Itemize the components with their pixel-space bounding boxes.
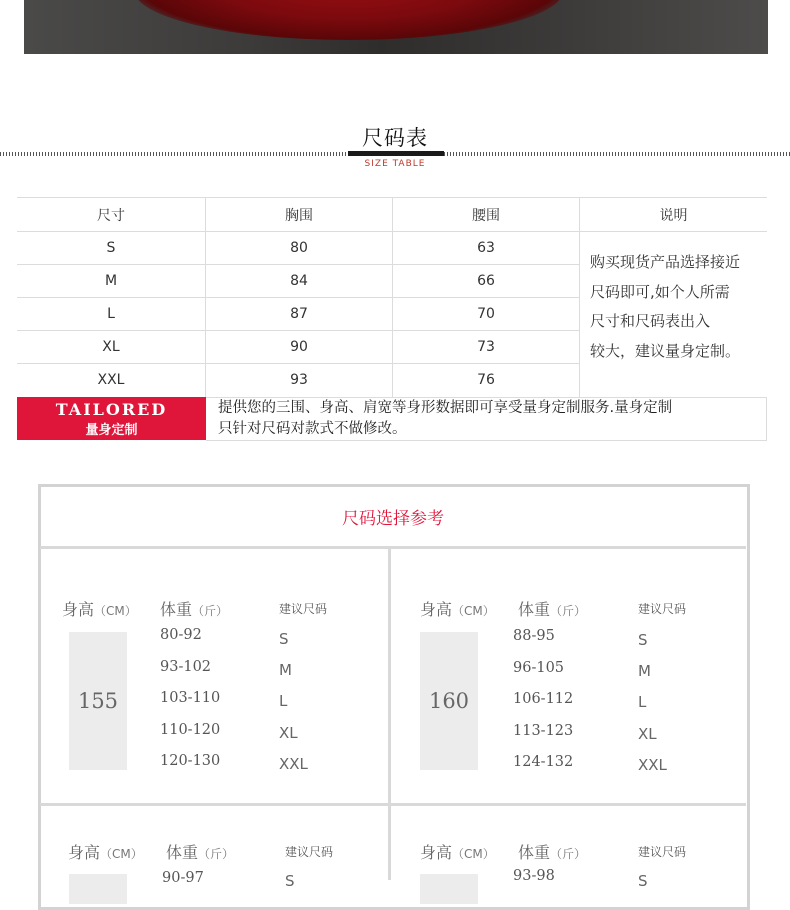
- weight-range: 93-102: [160, 659, 212, 675]
- height-value: 155: [69, 632, 127, 770]
- table-header-size: 尺寸: [97, 207, 125, 224]
- size-note: [590, 248, 762, 366]
- size-reference-title: 尺码选择参考: [342, 508, 444, 529]
- table-cell-size: XL: [102, 339, 120, 355]
- weight-range: 80-92: [160, 627, 202, 643]
- table-cell-bust: 93: [290, 372, 308, 388]
- weight-range: 120-130: [160, 753, 221, 769]
- weight-range: 106-112: [513, 691, 574, 707]
- table-cell-waist: 63: [477, 240, 495, 256]
- size-label: 建议尺码: [638, 602, 687, 616]
- suggested-size: M: [638, 662, 651, 680]
- weight-range: 93-98: [513, 868, 555, 884]
- weight-range: 96-105: [513, 660, 565, 676]
- size-note-line: 购买现货产品选择接近: [590, 253, 741, 271]
- height-value: [69, 874, 127, 904]
- size-note-line: 尺码即可,如个人所需: [590, 282, 730, 301]
- table-header-waist: 腰围: [472, 207, 500, 224]
- table-cell-size: XXL: [97, 372, 125, 388]
- weight-range: 88-95: [513, 628, 555, 644]
- table-cell-waist: 76: [477, 372, 495, 388]
- tailored-description: [218, 398, 758, 440]
- size-label: 建议尺码: [638, 845, 687, 859]
- weight-range: 110-120: [160, 722, 221, 738]
- weight-label: 体重（斤）: [166, 843, 235, 862]
- tailored-description-line: 只针对尺码对款式不做修改。: [218, 421, 407, 437]
- section-title: 尺码表: [362, 126, 428, 150]
- weight-range: 124-132: [513, 754, 574, 770]
- size-note-line: 较大，建议量身定制。: [590, 341, 741, 360]
- suggested-size: XXL: [638, 756, 667, 774]
- height-label: 身高（CM）: [62, 600, 137, 619]
- table-cell-bust: 84: [290, 273, 308, 289]
- suggested-size: M: [279, 661, 292, 679]
- heading-accent-bar: [348, 151, 444, 156]
- table-header-bust: 胸围: [285, 207, 313, 224]
- suggested-size: XL: [638, 725, 657, 743]
- weight-label: 体重（斤）: [518, 843, 587, 862]
- suggested-size: S: [638, 631, 648, 649]
- table-cell-waist: 73: [477, 339, 495, 355]
- weight-label: 体重（斤）: [160, 600, 229, 619]
- height-label: 身高（CM）: [68, 843, 143, 862]
- table-cell-size: L: [107, 306, 115, 322]
- size-label: 建议尺码: [285, 845, 334, 859]
- weight-range: 113-123: [513, 723, 574, 739]
- size-note-line: 尺寸和尺码表出入: [590, 312, 711, 330]
- weight-range: 90-97: [162, 870, 204, 886]
- table-cell-waist: 70: [477, 306, 495, 322]
- suggested-size: S: [285, 872, 295, 890]
- table-cell-bust: 87: [290, 306, 308, 322]
- suggested-size: XXL: [279, 755, 308, 773]
- section-subtitle: SIZE TABLE: [364, 159, 426, 169]
- height-value: [420, 874, 478, 904]
- table-header-note: 说明: [659, 207, 688, 224]
- height-label: 身高（CM）: [420, 600, 495, 619]
- tailored-badge-cn: 量身定制: [85, 423, 138, 438]
- suggested-size: L: [638, 693, 647, 711]
- table-cell-bust: 90: [290, 339, 308, 355]
- height-value: 160: [420, 632, 478, 770]
- reference-divider: [388, 548, 391, 880]
- suggested-size: L: [279, 692, 288, 710]
- size-label: 建议尺码: [279, 602, 328, 616]
- table-cell-bust: 80: [290, 240, 308, 256]
- weight-label: 体重（斤）: [518, 600, 587, 619]
- product-photo: [24, 0, 768, 54]
- tailored-badge-en: TAILORED: [55, 400, 168, 419]
- tailored-description-line: 提供您的三围、身高、肩宽等身形数据即可享受量身定制服务.量身定制: [218, 400, 673, 416]
- reference-divider: [40, 803, 746, 806]
- table-cell-waist: 66: [477, 273, 495, 289]
- suggested-size: S: [279, 630, 289, 648]
- weight-range: 103-110: [160, 690, 221, 706]
- height-label: 身高（CM）: [420, 843, 495, 862]
- suggested-size: XL: [279, 724, 298, 742]
- red-dress-image: [134, 0, 564, 40]
- table-cell-size: S: [106, 240, 116, 256]
- suggested-size: S: [638, 872, 648, 890]
- table-cell-size: M: [104, 273, 118, 289]
- tailored-badge: [17, 397, 206, 440]
- reference-divider: [40, 546, 746, 549]
